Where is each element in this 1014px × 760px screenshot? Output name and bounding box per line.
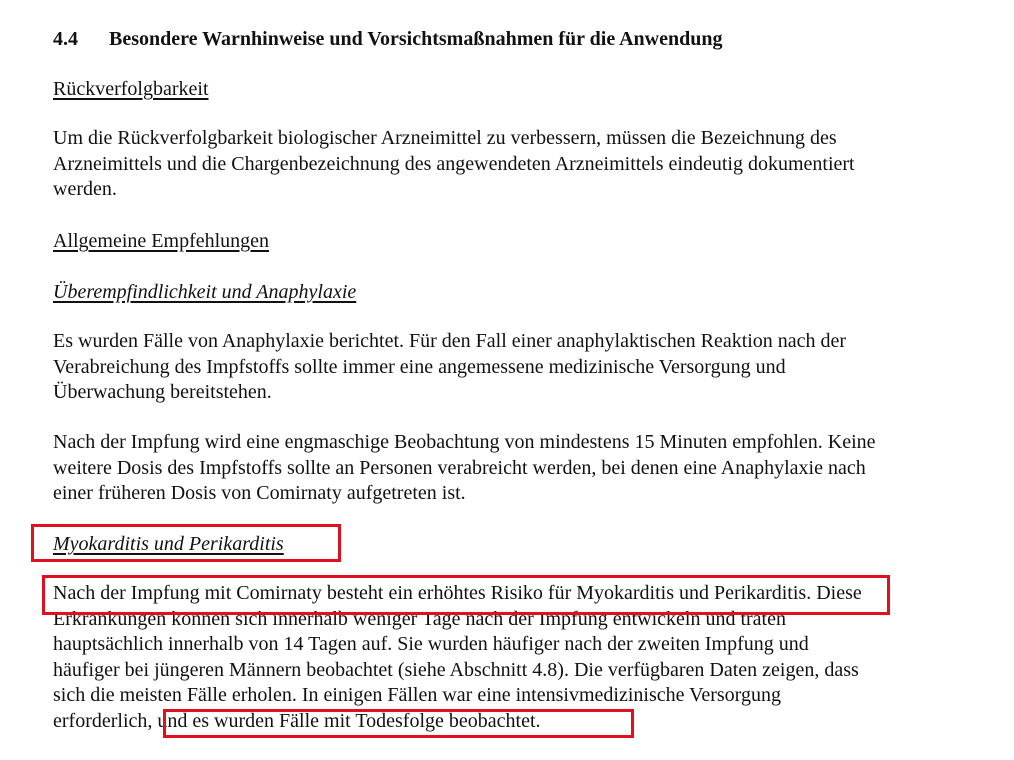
highlighted-fatality-sentence: und es wurden Fälle mit Todesfolge beobachtet. xyxy=(157,709,541,732)
text-line: Es wurden Fälle von Anaphylaxie berichtet. Für den Fall einer anaphylaktischen Reaktion nach der xyxy=(53,330,847,352)
subheading-allgemein: Allgemeine Empfehlungen xyxy=(53,230,270,252)
text-line: Nach der Impfung wird eine engmaschige Beobachtung von mindestens 15 Minuten empfohlen. Keine xyxy=(53,431,876,453)
text-line: weitere Dosis des Impfstoffs sollte an Personen verabreicht werden, bei denen eine Anaphylaxie nach xyxy=(53,456,866,479)
text-line xyxy=(53,709,993,735)
section-number: 4.4 xyxy=(53,28,78,50)
highlighted-risk-sentence: Nach der Impfung mit Comirnaty besteht ein erhöhtes Risiko für Myokarditis und Perikarditis. xyxy=(53,582,812,604)
text-line: häufiger bei jüngeren Männern beobachtet (siehe Abschnitt 4.8). Die verfügbaren Daten zeigen, dass xyxy=(53,658,859,681)
paragraph-myokarditis xyxy=(53,581,993,734)
text-line: werden. xyxy=(53,178,117,200)
subheading-myokarditis: Myokarditis und Perikarditis xyxy=(53,533,284,555)
paragraph-anaphylaxie-2 xyxy=(53,430,993,507)
section-title: Besondere Warnhinweise und Vorsichtsmaßnahmen für die Anwendung xyxy=(109,28,723,50)
text-line: hauptsächlich innerhalb von 14 Tagen auf. Sie wurden häufiger nach der zweiten Impfung und xyxy=(53,633,809,655)
text-line: einer früheren Dosis von Comirnaty aufgetreten ist. xyxy=(53,482,466,504)
section-heading xyxy=(53,26,723,52)
text-line xyxy=(53,581,993,607)
text-line: Um die Rückverfolgbarkeit biologischer Arzneimittel zu verbessern, müssen die Bezeichnung des xyxy=(53,127,837,149)
subheading-rueckverfolgbarkeit: Rückverfolgbarkeit xyxy=(53,78,209,100)
text-line: Erkrankungen können sich innerhalb weniger Tage nach der Impfung entwickeln und traten xyxy=(53,607,786,630)
paragraph-rueckverfolgbarkeit xyxy=(53,126,993,203)
text-line: sich die meisten Fälle erholen. In einigen Fällen war eine intensivmedizinische Versorgung xyxy=(53,684,781,706)
text-line: Arzneimittels und die Chargenbezeichnung des angewendeten Arzneimittels eindeutig dokumentiert xyxy=(53,152,855,175)
text-fragment: erforderlich, xyxy=(53,709,158,732)
subheading-anaphylaxie: Überempfindlichkeit und Anaphylaxie xyxy=(53,281,357,303)
text-fragment: Diese xyxy=(811,582,862,604)
text-line: Überwachung bereitstehen. xyxy=(53,381,272,403)
paragraph-anaphylaxie-1 xyxy=(53,329,993,406)
text-line: Verabreichung des Impfstoffs sollte immer eine angemessene medizinische Versorgung und xyxy=(53,355,786,378)
